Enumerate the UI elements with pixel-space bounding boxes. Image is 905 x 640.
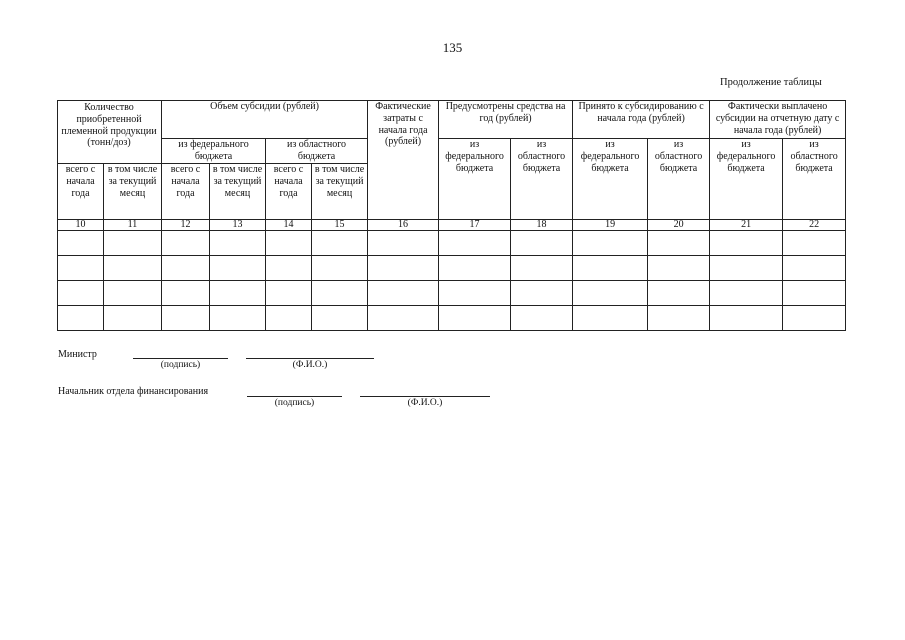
column-number-cell: 20: [648, 220, 710, 231]
header-planned-regional: из областного бюджета: [511, 139, 573, 220]
column-number-cell: 17: [439, 220, 511, 231]
header-reg-total: всего с начала года: [266, 164, 312, 220]
table-cell: [648, 306, 710, 331]
table-cell: [648, 281, 710, 306]
head-signature-line: [247, 396, 342, 397]
table-cell: [312, 256, 368, 281]
table-cell: [58, 306, 104, 331]
table-cell: [104, 306, 162, 331]
header-fed-total: всего с начала года: [162, 164, 210, 220]
header-actual-costs-cont: [368, 164, 439, 220]
table-cell: [368, 231, 439, 256]
table-cell: [58, 231, 104, 256]
table-cell: [210, 281, 266, 306]
head-label: Начальник отдела финансирования: [58, 386, 209, 397]
table-cell: [439, 281, 511, 306]
table-cell: [710, 231, 783, 256]
table-cell: [710, 306, 783, 331]
table-cell: [511, 306, 573, 331]
table-cell: [573, 306, 648, 331]
table-cell: [266, 306, 312, 331]
header-accepted: Принято к субсидированию с начала года (рублей): [573, 101, 710, 139]
header-accepted-federal: из федерального бюджета: [573, 139, 648, 220]
table-cell: [573, 231, 648, 256]
minister-name-line: [246, 358, 374, 359]
column-number-cell: 10: [58, 220, 104, 231]
header-qty-month: в том числе за текущий месяц: [104, 164, 162, 220]
table-cell: [162, 256, 210, 281]
table-cell: [511, 256, 573, 281]
column-number-cell: 11: [104, 220, 162, 231]
header-actual-costs: Фактические затраты с начала года (рублей): [368, 101, 439, 164]
table-cell: [368, 256, 439, 281]
table-row: [58, 231, 846, 256]
column-number-cell: 13: [210, 220, 266, 231]
table-cell: [104, 281, 162, 306]
table-cell: [162, 281, 210, 306]
table-cell: [783, 281, 846, 306]
table-cell: [439, 306, 511, 331]
table-cell: [266, 281, 312, 306]
header-paid-regional: из областного бюджета: [783, 139, 846, 220]
column-number-cell: 16: [368, 220, 439, 231]
table-cell: [368, 306, 439, 331]
table-cell: [266, 256, 312, 281]
table-cell: [58, 256, 104, 281]
header-reg-month: в том числе за текущий месяц: [312, 164, 368, 220]
table-cell: [439, 256, 511, 281]
head-name-line: [360, 396, 490, 397]
table-cell: [210, 231, 266, 256]
head-name-caption: (Ф.И.О.): [407, 398, 443, 408]
table-cell: [266, 231, 312, 256]
table-cell: [783, 256, 846, 281]
column-number-cell: 18: [511, 220, 573, 231]
table-row: [58, 306, 846, 331]
table-cell: [312, 231, 368, 256]
column-number-cell: 21: [710, 220, 783, 231]
page-number: 135: [442, 40, 463, 55]
table-cell: [648, 231, 710, 256]
table-cell: [439, 231, 511, 256]
header-fed-month: в том числе за текущий месяц: [210, 164, 266, 220]
table-cell: [162, 306, 210, 331]
header-quantity: Количество приобретенной племенной продукции (тонн/доз): [61, 102, 157, 149]
table-cell: [162, 231, 210, 256]
header-subsidy-volume: Объем субсидии (рублей): [162, 101, 368, 139]
table-cell: [104, 231, 162, 256]
header-accepted-regional: из областного бюджета: [648, 139, 710, 220]
continuation-note: Продолжение таблицы: [720, 77, 822, 88]
table-cell: [210, 306, 266, 331]
header-subsidy-federal: из федерального бюджета: [162, 139, 266, 164]
header-subsidy-regional: из областного бюджета: [266, 139, 368, 164]
table-cell: [210, 256, 266, 281]
table-cell: [368, 281, 439, 306]
table-cell: [511, 281, 573, 306]
minister-name-caption: (Ф.И.О.): [292, 360, 328, 370]
table-row: [58, 256, 846, 281]
table-cell: [573, 281, 648, 306]
minister-signature-caption: (подпись): [160, 360, 201, 370]
table-cell: [104, 256, 162, 281]
header-paid: Фактически выплачено субсидии на отчетную дату с начала года (рублей): [710, 101, 846, 139]
table-cell: [648, 256, 710, 281]
table-cell: [58, 281, 104, 306]
table-cell: [312, 281, 368, 306]
column-numbers-row: [58, 220, 846, 231]
data-rows: [58, 231, 846, 331]
minister-label: Министр: [58, 349, 97, 360]
table-cell: [710, 281, 783, 306]
table-cell: [573, 256, 648, 281]
minister-signature-line: [133, 358, 228, 359]
head-signature-caption: (подпись): [274, 398, 315, 408]
report-table: [57, 100, 846, 331]
header-qty-total: всего с начала года: [58, 164, 104, 220]
table-cell: [511, 231, 573, 256]
table-cell: [710, 256, 783, 281]
column-number-cell: 12: [162, 220, 210, 231]
column-number-cell: 22: [783, 220, 846, 231]
table-cell: [783, 306, 846, 331]
column-number-cell: 19: [573, 220, 648, 231]
header-planned-funds: Предусмотрены средства на год (рублей): [439, 101, 573, 139]
column-number-cell: 15: [312, 220, 368, 231]
table-cell: [783, 231, 846, 256]
column-number-cell: 14: [266, 220, 312, 231]
table-cell: [312, 306, 368, 331]
table-row: [58, 281, 846, 306]
header-planned-federal: из федерального бюджета: [439, 139, 511, 220]
header-paid-federal: из федерального бюджета: [710, 139, 783, 220]
